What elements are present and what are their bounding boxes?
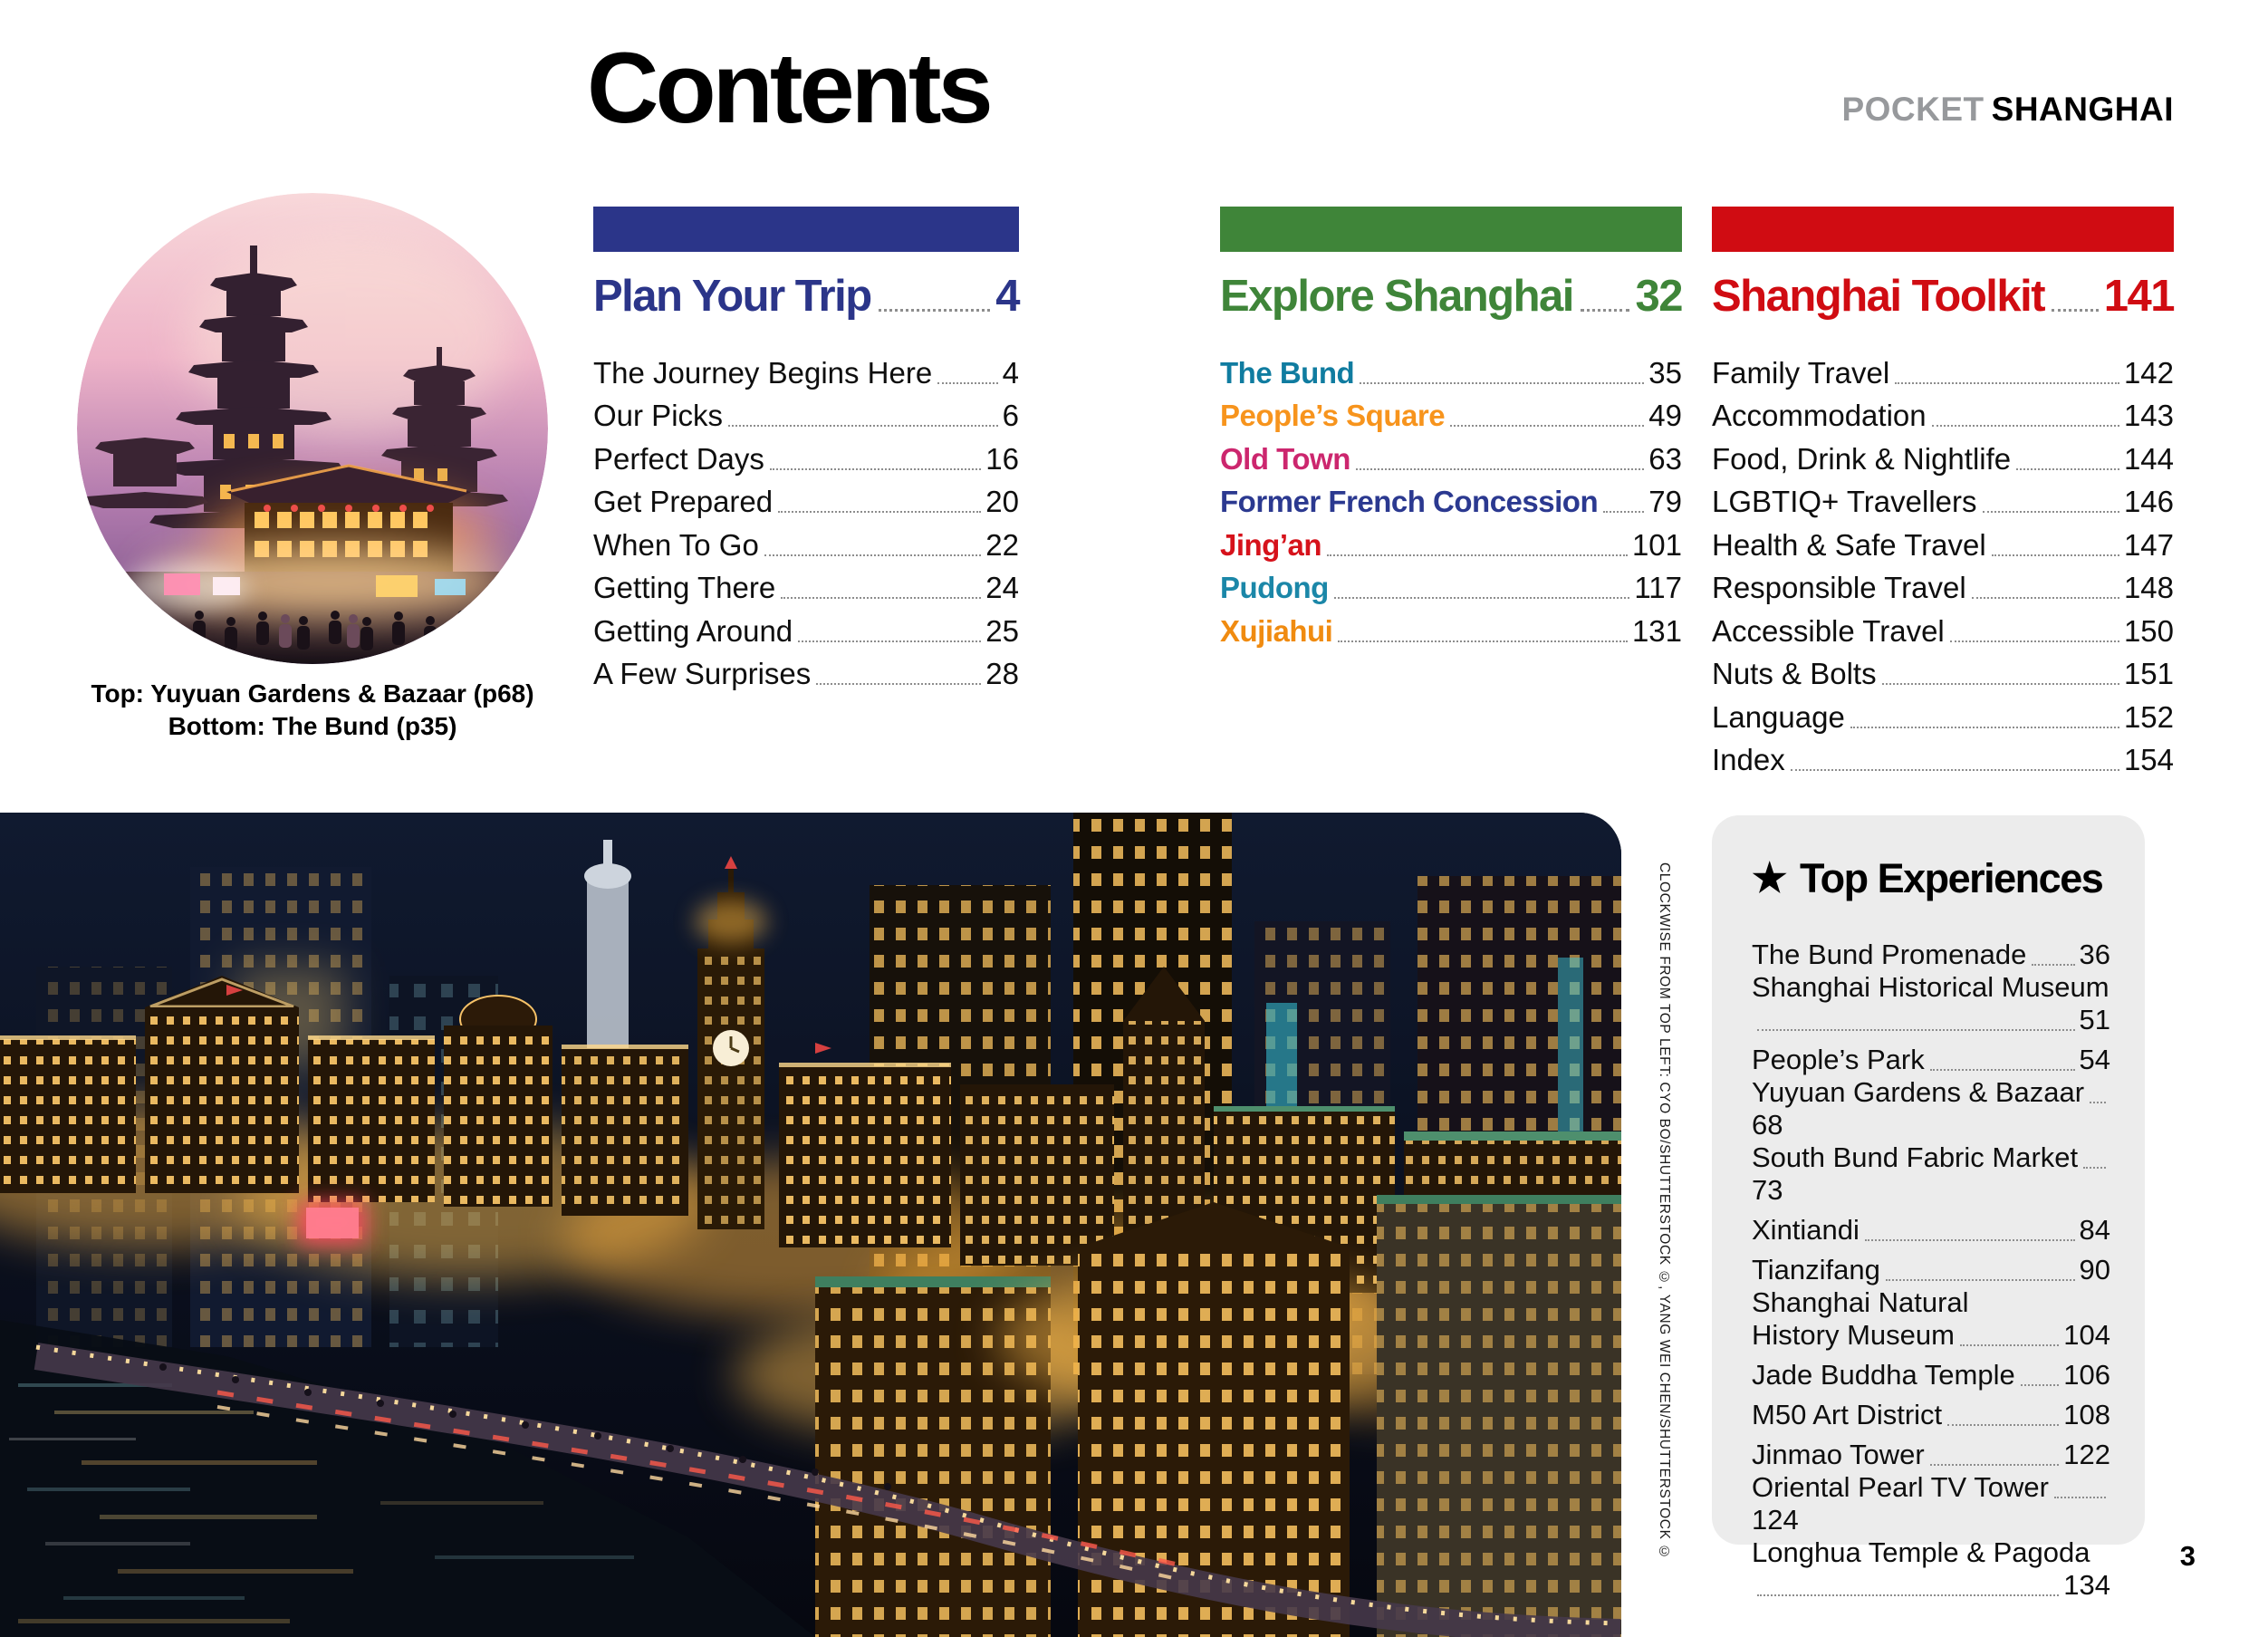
toc-entry-page: 144	[2123, 441, 2174, 476]
toc-entry-page: 122	[2063, 1439, 2110, 1470]
toc-row[interactable]	[593, 519, 1019, 563]
dot-leader	[1983, 511, 2119, 513]
dot-leader	[1972, 597, 2119, 599]
dot-leader	[764, 554, 981, 556]
top-experiences-box	[1712, 815, 2145, 1601]
toc-row[interactable]	[593, 433, 1019, 477]
section-plan-your-trip	[593, 207, 1019, 691]
toc-entry-label: Accommodation	[1712, 399, 1927, 433]
toc-entry-page: 84	[2079, 1214, 2110, 1246]
toc-row[interactable]	[1752, 1207, 2110, 1247]
section-color-bar	[593, 207, 1019, 252]
toc-entry-label: Former French Concession	[1220, 485, 1599, 519]
toc-entry-page: 73	[1752, 1174, 1783, 1206]
toc-entry-label: Responsible Travel	[1712, 571, 1966, 605]
dot-leader	[1930, 1464, 2060, 1466]
toc-entry-label: Yuyuan Gardens & Bazaar	[1752, 1076, 2085, 1108]
toc-entry-page: 90	[2079, 1254, 2110, 1286]
toc-entry-label: Jing’an	[1220, 527, 1322, 562]
hero-caption	[41, 678, 584, 743]
toc-entry-label: Getting There	[593, 571, 776, 605]
toc-entry-page: 20	[985, 485, 1019, 519]
toc-entry-page: 35	[1648, 355, 1682, 390]
toc-columns	[593, 207, 2174, 777]
toc-entry-page: 131	[1631, 613, 1682, 648]
toc-entry-label: Our Picks	[593, 399, 724, 433]
toc-list-explore	[1220, 347, 1682, 649]
page-number: 3	[2179, 1540, 2196, 1572]
dot-leader	[2016, 468, 2119, 470]
toc-entry-label: People’s Park	[1752, 1044, 1925, 1075]
toc-entry-page: 108	[2063, 1399, 2110, 1430]
toc-entry-label: Shanghai Historical Museum	[1752, 971, 2109, 1003]
toc-list-toolkit	[1712, 347, 2174, 777]
dot-leader	[1930, 1069, 2075, 1071]
dot-leader	[2021, 1384, 2060, 1386]
section-color-bar	[1220, 207, 1682, 252]
toc-entry-page: 79	[1648, 485, 1682, 519]
section-title: Plan Your Trip	[593, 272, 871, 321]
toc-entry-label: Longhua Temple & Pagoda	[1752, 1536, 2090, 1568]
section-page-number: 32	[1635, 272, 1682, 321]
dot-leader	[728, 425, 998, 427]
toc-entry-page: 106	[2063, 1359, 2110, 1391]
dot-leader	[1356, 468, 1644, 470]
toc-entry-label: When To Go	[593, 527, 759, 562]
dot-leader	[1865, 1239, 2075, 1241]
toc-entry-label: Oriental Pearl TV Tower	[1752, 1471, 2049, 1503]
dot-leader	[1603, 511, 1644, 513]
section-color-bar	[1712, 207, 2174, 252]
toc-row[interactable]	[1752, 1431, 2110, 1471]
toc-entry-label: Xujiahui	[1220, 613, 1333, 648]
toc-row[interactable]	[1752, 1536, 2110, 1602]
toc-entry-page: 22	[985, 527, 1019, 562]
toc-row[interactable]	[1712, 563, 2174, 606]
toc-entry-page: 6	[1002, 399, 1019, 433]
photo-credit: CLOCKWISE FROM TOP LEFT: CYO BO/SHUTTERSTOCK ©, YANG WEI CHEN/SHUTTERSTOCK ©	[1657, 862, 1672, 1561]
dot-leader	[1450, 425, 1644, 427]
toc-entry-page: 54	[2079, 1044, 2110, 1075]
section-page-number: 141	[2103, 272, 2174, 321]
section-title-row[interactable]	[1220, 274, 1682, 320]
toc-entry-label: Food, Drink & Nightlife	[1712, 441, 2012, 476]
toc-row[interactable]	[1712, 519, 2174, 563]
dot-leader	[1338, 640, 1628, 642]
section-title: Explore Shanghai	[1220, 272, 1573, 321]
star-icon: ★	[1752, 856, 1786, 900]
toc-entry-label: Get Prepared	[593, 485, 774, 519]
toc-row[interactable]	[1752, 1471, 2110, 1536]
toc-entry-page: 117	[1634, 571, 1682, 605]
toc-row[interactable]	[1220, 347, 1682, 390]
toc-entry-page: 104	[2063, 1319, 2110, 1351]
dot-leader	[1882, 683, 2119, 685]
yuyuan-illustration	[77, 193, 548, 664]
dot-leader	[2054, 1497, 2106, 1498]
toc-entry-label: Old Town	[1220, 441, 1350, 476]
dot-leader	[2090, 1102, 2106, 1103]
toc-entry-label: South Bund Fabric Market	[1752, 1141, 2079, 1173]
dot-leader	[778, 511, 981, 513]
toc-row[interactable]	[1712, 735, 2174, 778]
dot-leader	[1960, 1344, 2059, 1346]
dot-leader	[1850, 727, 2119, 728]
dot-leader	[798, 640, 981, 642]
toc-entry-page: 25	[985, 613, 1019, 648]
dot-leader	[2083, 1167, 2106, 1169]
toc-row[interactable]	[593, 563, 1019, 606]
toc-entry-page: 28	[985, 657, 1019, 691]
brand-pocket: POCKET	[1841, 91, 1985, 128]
toc-entry-page: 152	[2123, 699, 2174, 734]
hero-photo-yuyuan	[77, 193, 548, 664]
toc-entry-page: 63	[1648, 441, 1682, 476]
dot-leader	[2052, 309, 2099, 312]
dot-leader	[1947, 1424, 2059, 1426]
toc-row[interactable]	[1220, 477, 1682, 520]
toc-entry-page: 49	[1648, 399, 1682, 433]
toc-row[interactable]	[1752, 1286, 2110, 1352]
toc-row[interactable]	[1220, 390, 1682, 434]
toc-row[interactable]	[1752, 1036, 2110, 1076]
dot-leader	[1950, 640, 2119, 642]
top-experiences-list	[1752, 931, 2110, 1602]
dot-leader	[1791, 769, 2119, 771]
toc-entry-label: Health & Safe Travel	[1712, 527, 1986, 562]
dot-leader	[937, 382, 997, 384]
toc-entry-label: A Few Surprises	[593, 657, 812, 691]
toc-entry-label: Getting Around	[593, 613, 793, 648]
toc-entry-line1: Shanghai Natural	[1752, 1286, 1969, 1318]
section-explore-shanghai	[1220, 207, 1682, 649]
toc-entry-label: Nuts & Bolts	[1712, 657, 1877, 691]
toc-entry-label: Xintiandi	[1752, 1214, 1860, 1246]
dot-leader	[816, 683, 981, 685]
dot-leader	[1932, 425, 2119, 427]
top-experiences-title	[1752, 855, 2110, 902]
toc-row[interactable]	[593, 347, 1019, 390]
toc-entry-page: 134	[2063, 1569, 2110, 1601]
toc-entry-page: 16	[985, 441, 1019, 476]
toc-entry-page: 4	[1002, 355, 1019, 390]
toc-entry-page: 154	[2123, 743, 2174, 777]
section-title-row[interactable]	[1712, 274, 2174, 320]
toc-entry-page: 124	[1752, 1504, 1799, 1536]
toc-row[interactable]	[1220, 605, 1682, 649]
bund-photo	[0, 813, 1621, 1637]
dot-leader	[1757, 1029, 2075, 1031]
toc-entry-label: Tianzifang	[1752, 1254, 1880, 1286]
toc-entry-page: 24	[985, 571, 1019, 605]
toc-row[interactable]	[1752, 1391, 2110, 1431]
toc-list-plan	[593, 347, 1019, 691]
toc-row[interactable]	[593, 649, 1019, 692]
toc-row[interactable]	[1752, 971, 2110, 1036]
toc-row[interactable]	[1220, 563, 1682, 606]
toc-row[interactable]	[1712, 347, 2174, 390]
toc-entry-label: The Bund Promenade	[1752, 939, 2027, 970]
toc-row[interactable]	[1752, 1352, 2110, 1391]
toc-entry-label: Pudong	[1220, 571, 1329, 605]
toc-entry-label: Jade Buddha Temple	[1752, 1359, 2015, 1391]
toc-row[interactable]	[1752, 931, 2110, 971]
toc-row[interactable]	[593, 477, 1019, 520]
toc-entry-page: 142	[2123, 355, 2174, 390]
toc-row[interactable]	[1712, 605, 2174, 649]
dot-leader	[1581, 309, 1630, 312]
dot-leader	[2032, 964, 2074, 966]
toc-entry-label: People’s Square	[1220, 399, 1446, 433]
brand-city: SHANGHAI	[1991, 91, 2174, 128]
toc-row[interactable]	[1752, 1247, 2110, 1286]
toc-row[interactable]	[1712, 691, 2174, 735]
toc-row[interactable]	[1712, 433, 2174, 477]
hero-caption-line2: Bottom: The Bund (p35)	[168, 711, 457, 740]
toc-entry-label: Language	[1712, 699, 1845, 734]
toc-row[interactable]	[1712, 390, 2174, 434]
toc-entry-page: 150	[2123, 613, 2174, 648]
toc-entry-page: 51	[2079, 1004, 2110, 1035]
dot-leader	[1334, 597, 1630, 599]
toc-entry-label: History Museum	[1752, 1319, 1955, 1351]
toc-row[interactable]	[593, 390, 1019, 434]
toc-row[interactable]	[1712, 649, 2174, 692]
toc-row[interactable]	[1752, 1141, 2110, 1207]
brand-logo	[1841, 91, 2174, 129]
section-title-row[interactable]	[593, 274, 1019, 320]
section-shanghai-toolkit	[1712, 207, 2174, 777]
toc-entry-page: 36	[2079, 939, 2110, 970]
toc-entry-label: LGBTIQ+ Travellers	[1712, 485, 1977, 519]
hero-caption-line1: Top: Yuyuan Gardens & Bazaar (p68)	[91, 679, 534, 708]
dot-leader	[1886, 1279, 2075, 1281]
toc-entry-label: The Bund	[1220, 355, 1355, 390]
dot-leader	[1992, 554, 2119, 556]
toc-entry-page: 147	[2123, 527, 2174, 562]
top-experiences-title-text: Top Experiences	[1799, 855, 2103, 901]
toc-row[interactable]	[1220, 519, 1682, 563]
dot-leader	[781, 597, 981, 599]
toc-row[interactable]	[1220, 433, 1682, 477]
page-title: Contents	[587, 33, 990, 144]
dot-leader	[879, 309, 991, 312]
dot-leader	[1360, 382, 1644, 384]
section-title: Shanghai Toolkit	[1712, 272, 2045, 321]
toc-entry-label: The Journey Begins Here	[593, 355, 933, 390]
toc-entry-label: Perfect Days	[593, 441, 764, 476]
toc-entry-page: 143	[2123, 399, 2174, 433]
toc-entry-page: 146	[2123, 485, 2174, 519]
toc-entry-page: 151	[2123, 657, 2174, 691]
toc-entry-page: 148	[2123, 571, 2174, 605]
toc-entry-label: Jinmao Tower	[1752, 1439, 1925, 1470]
toc-entry-label: Accessible Travel	[1712, 613, 1945, 648]
toc-entry-label: Index	[1712, 743, 1785, 777]
toc-row[interactable]	[1752, 1076, 2110, 1141]
toc-entry-page: 68	[1752, 1109, 1783, 1141]
dot-leader	[770, 468, 981, 470]
toc-row[interactable]	[1712, 477, 2174, 520]
toc-entry-label: Family Travel	[1712, 355, 1890, 390]
bund-illustration	[0, 813, 1621, 1637]
toc-row[interactable]	[593, 605, 1019, 649]
dot-leader	[1895, 382, 2119, 384]
dot-leader	[1757, 1594, 2059, 1596]
dot-leader	[1327, 554, 1628, 556]
section-page-number: 4	[995, 272, 1019, 321]
toc-entry-page: 101	[1631, 527, 1682, 562]
toc-entry-label: M50 Art District	[1752, 1399, 1943, 1430]
